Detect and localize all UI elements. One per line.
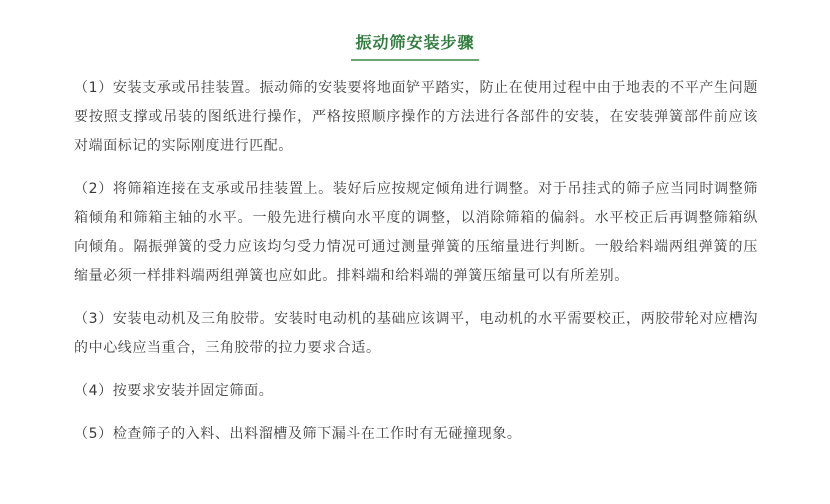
step-paragraph-1: （1）安装支承或吊挂装置。振动筛的安装要将地面铲平踏实，防止在使用过程中由于地表的不平产生问题要按照支撑或吊装的图纸进行操作，严格按照顺序操作的方法进行各部件的安装，在安装弹簧部件前应该对端面标记的实际刚度进行匹配。 <box>74 80 758 154</box>
title-container <box>0 30 830 61</box>
article-body <box>74 74 758 463</box>
step-paragraph-5: （5）检查筛子的入料、出料溜槽及筛下漏斗在工作时有无碰撞现象。 <box>74 426 522 442</box>
step-paragraph-3: （3）安装电动机及三角胶带。安装时电动机的基础应该调平，电动机的水平需要校正，两胶带轮对应槽沟的中心线应当重合，三角胶带的拉力要求合适。 <box>74 311 758 356</box>
step-paragraph-4: （4）按要求安装并固定筛面。 <box>74 383 274 399</box>
page-title: 振动筛安装步骤 <box>351 30 478 61</box>
step-paragraph-2: （2）将筛箱连接在支承或吊挂装置上。装好后应按规定倾角进行调整。对于吊挂式的筛子应当同时调整筛箱倾角和筛箱主轴的水平。一般先进行横向水平度的调整，以消除筛箱的偏斜。水平校正后再调整筛箱纵向倾角。隔振弹簧的受力应该均匀受力情况可通过测量弹簧的压缩量进行判断。一般给料端两组弹簧的压缩量必须一样排料端两组弹簧也应如此。排料端和给料端的弹簧压缩量可以有所差别。 <box>74 181 758 284</box>
